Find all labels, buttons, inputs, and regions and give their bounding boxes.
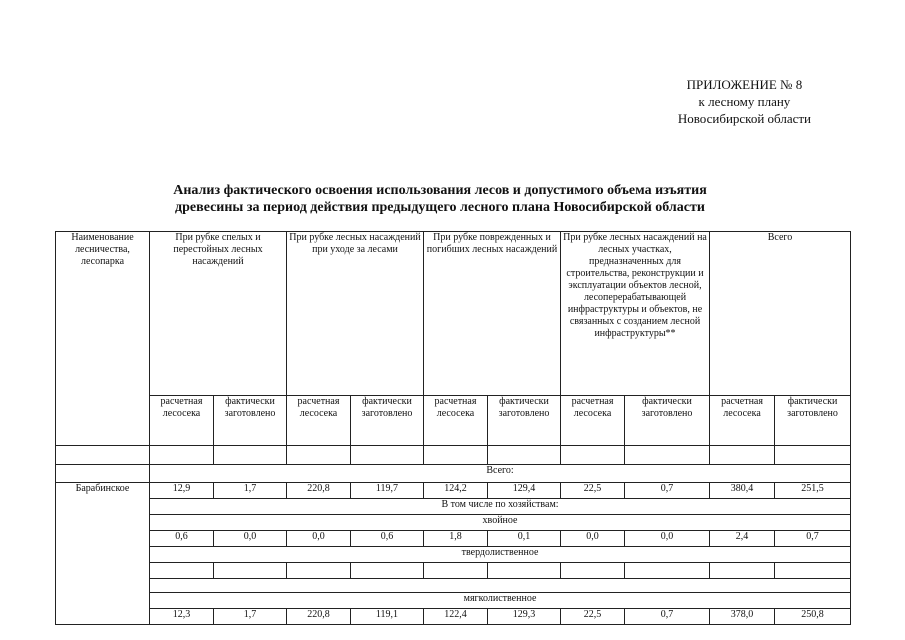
cell: 0,0 <box>625 531 710 547</box>
sub-fact: фактически заготовлено <box>625 396 710 446</box>
cell: 22,5 <box>561 483 625 499</box>
spacer-row <box>56 446 851 465</box>
cell: 380,4 <box>710 483 775 499</box>
cell <box>287 563 351 579</box>
sub-fact: фактически заготовлено <box>488 396 561 446</box>
cell: 119,1 <box>351 609 424 625</box>
cell <box>625 563 710 579</box>
cell: 0,0 <box>561 531 625 547</box>
table-row <box>56 531 851 547</box>
by-farms-row <box>56 499 851 515</box>
cell: 0,7 <box>625 483 710 499</box>
cell <box>488 563 561 579</box>
cell: 0,6 <box>351 531 424 547</box>
cell: 378,0 <box>710 609 775 625</box>
cell: 250,8 <box>775 609 851 625</box>
cell: 0,6 <box>150 531 214 547</box>
cell: 220,8 <box>287 483 351 499</box>
appendix-line-3: Новосибирской области <box>677 111 811 126</box>
cell <box>561 563 625 579</box>
sub-calc: расчетная лесосека <box>561 396 625 446</box>
sub-calc: расчетная лесосека <box>424 396 488 446</box>
cell: 1,7 <box>214 609 287 625</box>
by-farms-label: В том числе по хозяйствам: <box>150 499 851 515</box>
appendix-number: ПРИЛОЖЕНИЕ № 8 <box>686 77 803 92</box>
cell <box>775 563 851 579</box>
hardwood-label: твердолиственное <box>150 547 851 563</box>
cell <box>424 563 488 579</box>
cell: 119,7 <box>351 483 424 499</box>
sub-calc: расчетная лесосека <box>287 396 351 446</box>
table-row <box>56 483 851 499</box>
cell: 2,4 <box>710 531 775 547</box>
cell: 22,5 <box>561 609 625 625</box>
sub-calc: расчетная лесосека <box>710 396 775 446</box>
sub-calc: расчетная лесосека <box>150 396 214 446</box>
header-forestry-name: Наименование лесничества, лесопарка <box>56 232 150 446</box>
cell <box>150 563 214 579</box>
table-row <box>56 609 851 625</box>
cell: 12,3 <box>150 609 214 625</box>
sub-fact: фактически заготовлено <box>351 396 424 446</box>
cell: 0,1 <box>488 531 561 547</box>
cell: 12,9 <box>150 483 214 499</box>
cell <box>710 563 775 579</box>
header-group-thinning: При рубке лесных насаждений при уходе за лесами <box>287 232 424 396</box>
title-line-1: Анализ фактического освоения использования лесов и допустимого объема изъятия <box>173 183 707 198</box>
appendix-header <box>678 76 811 127</box>
header-group-construction: При рубке лесных насаждений на лесных участках, предназначенных для строительства, реконструкции и эксплуатации объектов лесной, лесоперерабатывающей инфраструктуры и объектов, не связанных с созданием лесной инфраструктуры** <box>561 232 710 396</box>
cell: 124,2 <box>424 483 488 499</box>
hardwood-label-row <box>56 547 851 563</box>
document-title <box>90 182 790 216</box>
sub-fact: фактически заготовлено <box>214 396 287 446</box>
cell: 251,5 <box>775 483 851 499</box>
cell: 0,0 <box>214 531 287 547</box>
header-group-damaged: При рубке поврежденных и погибших лесных насаждений <box>424 232 561 396</box>
coniferous-label-row <box>56 515 851 531</box>
cell: 0,0 <box>287 531 351 547</box>
header-group-mature: При рубке спелых и перестойных лесных насаждений <box>150 232 287 396</box>
title-line-2: древесины за период действия предыдущего лесного плана Новосибирской области <box>175 200 705 215</box>
coniferous-label: хвойное <box>150 515 851 531</box>
cell <box>214 563 287 579</box>
cell: 1,7 <box>214 483 287 499</box>
cell: 129,4 <box>488 483 561 499</box>
cell: 1,8 <box>424 531 488 547</box>
spacer-row <box>56 579 851 593</box>
header-sub-row <box>56 396 851 446</box>
cell: 129,3 <box>488 609 561 625</box>
forest-use-table <box>55 231 851 625</box>
softwood-label-row <box>56 593 851 609</box>
header-group-total: Всего <box>710 232 851 396</box>
cell: 0,7 <box>625 609 710 625</box>
softwood-label: мягколиственное <box>150 593 851 609</box>
header-group-row <box>56 232 851 396</box>
forestry-name: Барабинское <box>56 483 150 625</box>
total-label: Всего: <box>150 465 851 483</box>
table-row <box>56 563 851 579</box>
cell <box>351 563 424 579</box>
sub-fact: фактически заготовлено <box>775 396 851 446</box>
cell: 0,7 <box>775 531 851 547</box>
cell: 122,4 <box>424 609 488 625</box>
total-label-row <box>56 465 851 483</box>
appendix-line-2: к лесному плану <box>698 94 791 109</box>
cell: 220,8 <box>287 609 351 625</box>
